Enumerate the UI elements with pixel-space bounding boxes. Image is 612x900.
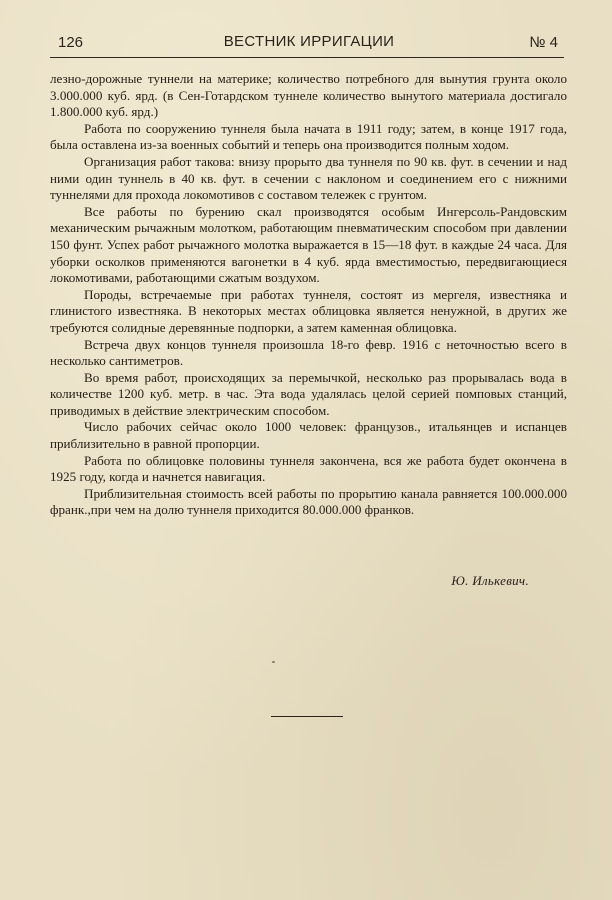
paragraph: Приблизительная стоимость всей работы по прорытию канала равняется 100.000.000 франк.,при чем на долю туннеля приходится 80.000.000 франков. (50, 485, 567, 518)
paragraph: Все работы по бурению скал производятся особым Ингерсоль-Рандовским механическим рычажным молотком, работающим пневматическим способом при давлении 150 фунт. Успех работ рычажного молотка выражается в 15—18 фут. в каждые 24 часа. Для уборки осколков применяются вагонетки в 4 куб. ярда вместимостью, передвигающиеся локомотивами, работающими сжатым воздухом. (50, 203, 567, 286)
paragraph: Породы, встречаемые при работах туннеля, состоят из мергеля, известняка и глинистого известняка. В некоторых местах облицовка является ненужной, в других же требуются солидные деревянные подпорки, а затем каменная облицовка. (50, 286, 567, 335)
article-body (50, 71, 567, 519)
header-rule (50, 57, 564, 58)
paragraph: Во время работ, происходящих за перемычкой, несколько раз прорывалась вода в количестве 1200 куб. метр. в час. Эта вода удалялась целой серией помповых станций, приводимых в действие электрическим способом. (50, 369, 567, 418)
print-speck (272, 661, 275, 663)
paragraph-continued: лезно-дорожные туннели на материке; количество потребного для вынутия грунта около 3.000.000 куб. ярд. (в Сен-Готардском туннеле количество вынутого материала достигало 1.800.000 куб. ярд.) (50, 71, 567, 120)
paragraph: Число рабочих сейчас около 1000 человек: французов., итальянцев и испанцев приблизительно в равной пропорции. (50, 419, 567, 452)
page-header (52, 30, 566, 54)
end-rule (271, 716, 343, 717)
paragraph: Работа по облицовке половины туннеля закончена, вся же работа будет окончена в 1925 году, когда и начнется навигация. (50, 452, 567, 485)
page-number: 126 (58, 34, 84, 51)
paragraph: Встреча двух концов туннеля произошла 18-го февр. 1916 с неточностью всего в несколько сантиметров. (50, 336, 567, 369)
paragraph: Работа по сооружению туннеля была начата в 1911 году; затем, в конце 1917 года, была оставлена из-за военных событий и теперь она производится полным ходом. (50, 120, 567, 153)
journal-title: ВЕСТНИК ИРРИГАЦИИ (223, 33, 395, 50)
paragraph: Организация работ такова: внизу прорыто два туннеля по 90 кв. фут. в сечении и над ними один туннель в 40 кв. фут. в сечении с наклоном и соединением его с нижними туннелями для прохода локомотивов с составом тележек с грунтом. (50, 153, 567, 203)
author-signature: Ю. Илькевич. (451, 573, 529, 588)
issue-number: № 4 (529, 34, 558, 51)
